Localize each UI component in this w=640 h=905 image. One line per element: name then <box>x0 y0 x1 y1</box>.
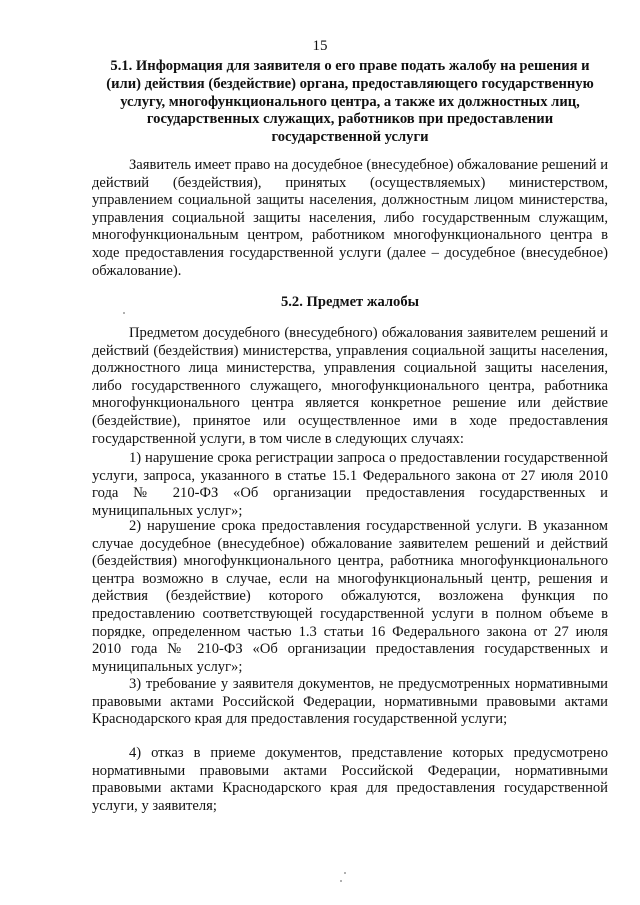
scan-speck <box>344 872 346 874</box>
list-item: 3) требование у заявителя документов, не предусмотренных нормативными правовыми актами Российской Федерации, нормативными правовыми актами Краснодарского края для предоставления государственной услуги; <box>92 676 608 728</box>
section-5-2-paragraph: Предметом досудебного (внесудебного) обжалования заявителем решений и действий (бездействия) министерства, управления социальной защиты населения, должностного лица министерства, управления социальной защиты населения, либо государственного служащего, многофункционального центра, работника многофункционального центра является конкретное решение или действие (бездействие), принятое или осуществленное ими в ходе предоставления государственной услуги, в том числе в следующих случаях: <box>92 325 608 447</box>
section-heading-5-2: 5.2. Предмет жалобы <box>280 294 420 310</box>
page-number: 15 <box>312 38 328 54</box>
list-item: 1) нарушение срока регистрации запроса о предоставлении государственной услуги, запроса, указанного в статье 15.1 Федерального закона от 27 июля 2010 года № 210-ФЗ «Об организации предоставления государственных и муниципальных услуг»; <box>92 450 608 519</box>
list-item: 4) отказ в приеме документов, представление которых предусмотрено нормативными правовыми актами Российской Федерации, нормативными правовыми актами Краснодарского края для предоставления государственной услуги, у заявителя; <box>92 745 608 814</box>
list-item: 2) нарушение срока предоставления государственной услуги. В указанном случае досудебное (внесудебное) обжалование заявителем решений и действий (бездействия) многофункционального центра, работника многофункционального центра возможно в случае, если на многофункциональный центр, решения и действия (бездействие) которого обжалуются, возложена функция по предоставлению соответствующей государственной услуги в полном объеме в порядке, определенном частью 1.3 статьи 16 Федерального закона от 27 июля 2010 года № 210-ФЗ «Об организации предоставления государственных и муниципальных услуг»; <box>92 518 608 675</box>
scan-speck <box>340 880 342 882</box>
section-heading-5-1: 5.1. Информация для заявителя о его праве подать жалобу на решения и (или) действия (бездействие) органа, предоставляющего государственную услугу, многофункционального центра, а также их должностных лиц, государственных служащих, работников при предоставлении государственной услуги <box>106 58 594 146</box>
scan-speck <box>123 312 125 314</box>
section-5-1-paragraph: Заявитель имеет право на досудебное (внесудебное) обжалование решений и действий (бездействия), принятых (осуществляемых) министерством, управлением социальной защиты населения, должностным лицом министерства, управления социальной защиты населения, либо государственным служащим, многофункциональным центром, работником многофункционального центра в ходе предоставления государственной услуги (далее – досудебное (внесудебное) обжалование). <box>92 157 608 279</box>
